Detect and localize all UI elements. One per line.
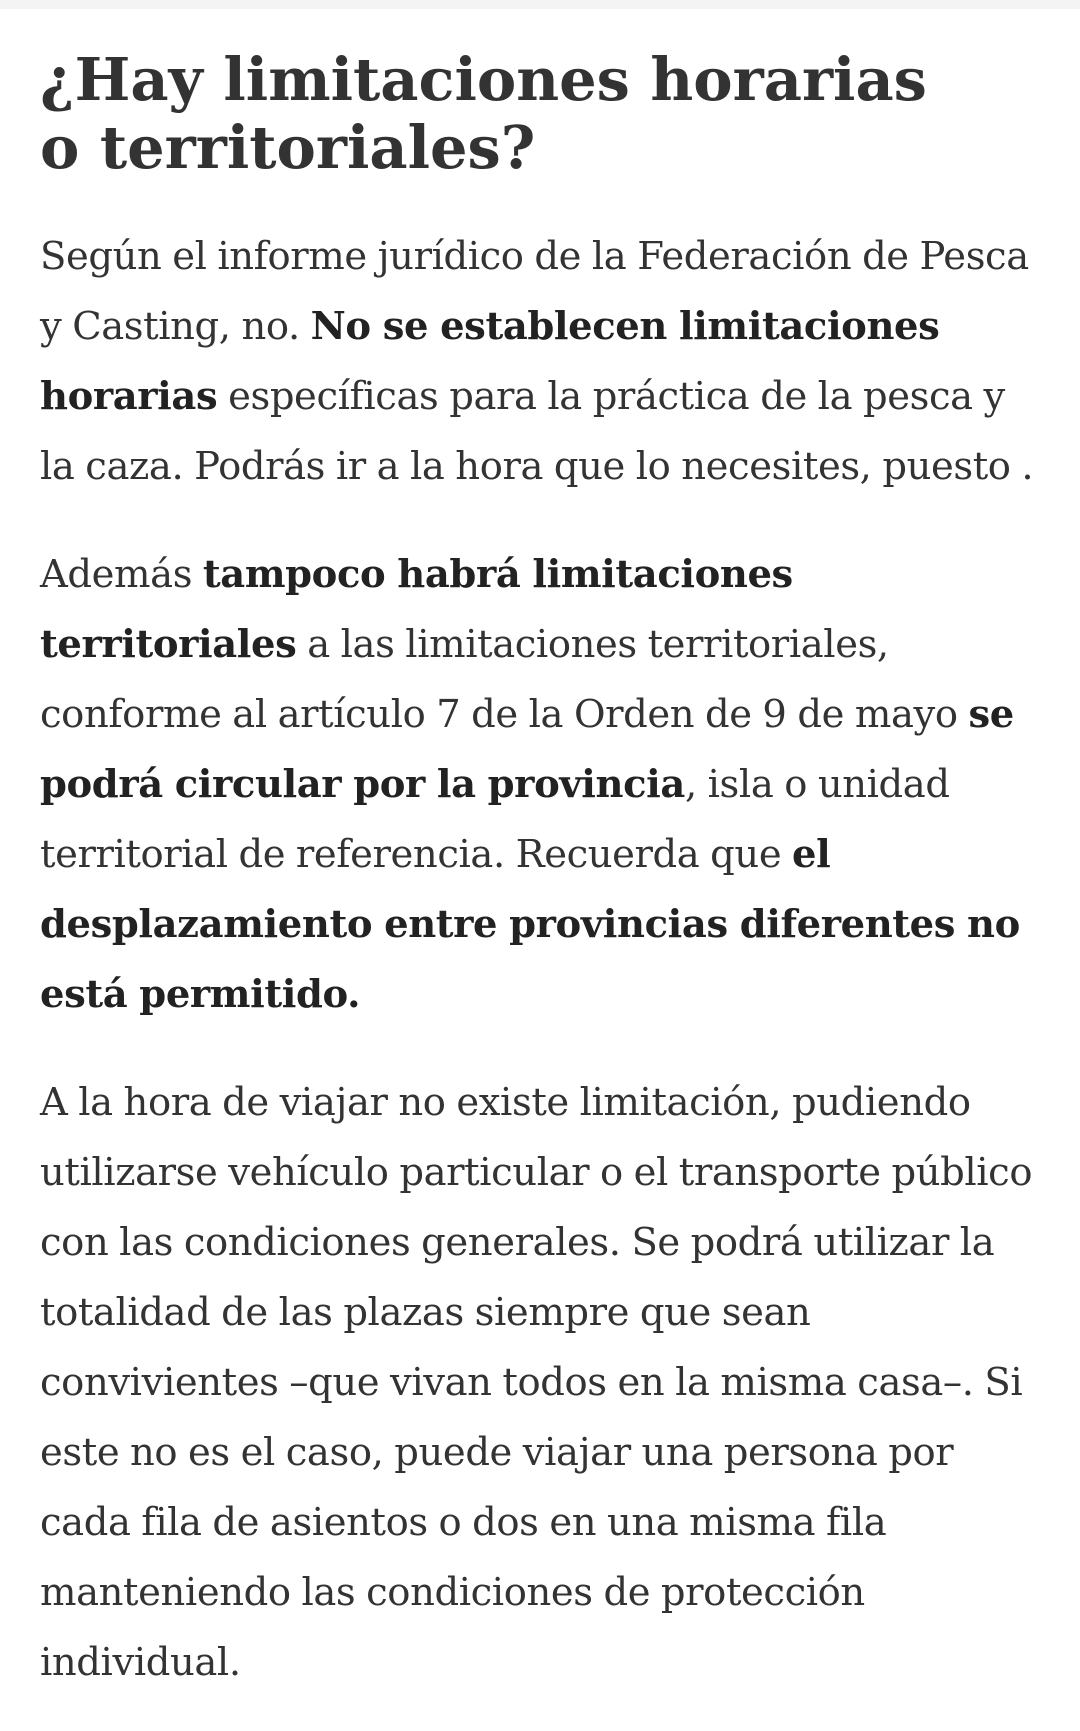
article-body [40, 46, 1040, 1698]
paragraph-text: A la hora de viajar no existe limitación, pudiendo utilizarse vehículo particular o el transporte público con las condiciones generales. Se podrá utilizar la totalidad de las plazas siempre que sean convivientes –que vivan todos en la misma casa–. Si este no es el caso, puede viajar una persona por cada fila de asientos o dos en una misma fila manteniendo las condiciones de protección individual. [40, 1080, 1033, 1685]
paragraph-text: a las limitaciones territoriales, conforme al artículo 7 de la Orden de 9 de mayo [40, 622, 969, 737]
bold-highlight: el desplazamiento entre provincias diferentes no está permitido [40, 832, 1020, 1017]
bold-highlight: No se establecen limitaciones horarias [40, 304, 940, 419]
paragraph-text: Además [40, 552, 203, 597]
bold-highlight: se podrá circular por la provincia [40, 692, 1014, 807]
article-heading: ¿Hay limitaciones horarias o territoriales? [40, 45, 927, 182]
paragraph-territoriales [40, 540, 1040, 1030]
paragraph-horarias [40, 222, 1040, 502]
bold-highlight: . [347, 972, 361, 1017]
top-divider [0, 0, 1080, 9]
paragraph-text: , isla o unidad territorial de referencia. Recuerda que [40, 762, 950, 877]
paragraph-text: Según el informe jurídico de la Federación de Pesca y Casting, no. [40, 234, 1029, 349]
bold-highlight: tampoco habrá limitaciones territoriales [40, 552, 793, 667]
paragraph-viajar [40, 1068, 1040, 1698]
paragraph-text: específicas para la práctica de la pesca y la caza. Podrás ir a la hora que lo necesites, puesto . [40, 374, 1034, 489]
